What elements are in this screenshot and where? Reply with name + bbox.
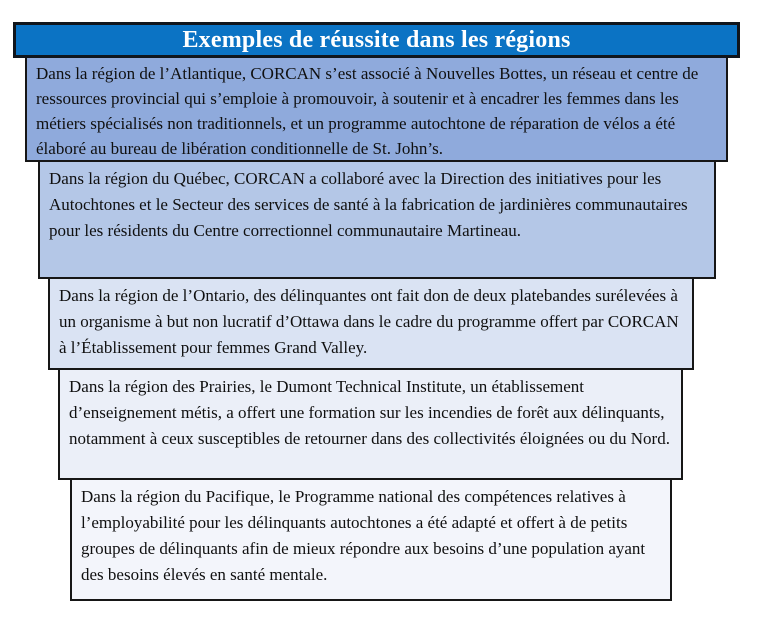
figure-title-bar xyxy=(13,22,740,58)
region-box-ontario: Dans la région de l’Ontario, des délinquantes ont fait don de deux platebandes surélevées à un organisme à but non lucratif d’Ottawa dans le cadre du programme offert par CORCAN à l’Établissement pour femmes Grand Valley. xyxy=(48,277,694,370)
region-box-prairies: Dans la région des Prairies, le Dumont Technical Institute, un établissement d’enseignement métis, a offert une formation sur les incendies de forêt aux délinquants, notamment à ceux susceptibles de retourner dans des collectivités éloignées ou du Nord. xyxy=(58,368,683,480)
figure-title: Exemples de réussite dans les régions xyxy=(182,26,571,53)
region-box-pacifique: Dans la région du Pacifique, le Programme national des compétences relatives à l’employabilité pour les délinquants autochtones a été adapté et offert à de petits groupes de délinquants afin de mieux répondre aux besoins d’une population ayant des besoins élevés en santé mentale. xyxy=(70,478,672,601)
region-box-atlantique: Dans la région de l’Atlantique, CORCAN s’est associé à Nouvelles Bottes, un réseau et centre de ressources provincial qui s’emploie à promouvoir, à soutenir et à encadrer les femmes dans les métiers spécialisés non traditionnels, et un programme autochtone de réparation de vélos a été élaboré au bureau de libération conditionnelle de St. John’s. xyxy=(25,55,728,162)
region-box-quebec: Dans la région du Québec, CORCAN a collaboré avec la Direction des initiatives pour les Autochtones et le Secteur des services de santé à la fabrication de jardinières communautaires pour les résidents du Centre correctionnel communautaire Martineau. xyxy=(38,160,716,279)
